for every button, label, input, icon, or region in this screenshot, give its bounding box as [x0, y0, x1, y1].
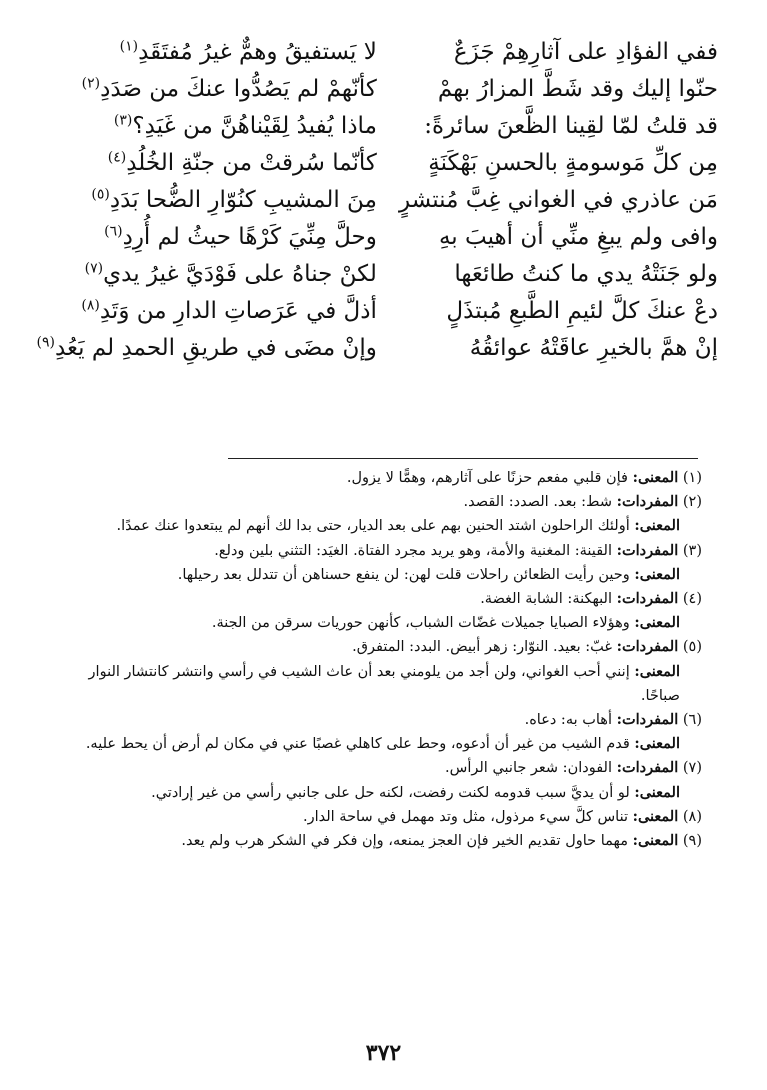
verse-first-hemistich: إنْ همَّ بالخيرِ عاقَتْهُ عوائقُهُ: [469, 335, 718, 361]
footnote-text: شط: بعد. الصدد: القصد.: [463, 494, 612, 511]
footnote-marker: (٩): [36, 334, 55, 351]
footnote-label: المفردات:: [616, 541, 679, 559]
verse-first-hemistich: مِن كلِّ مَوسومةٍ بالحسنِ بَهْكَنَةٍ: [428, 150, 718, 176]
verse: [62, 145, 718, 182]
footnote-line: [62, 660, 702, 708]
footnote-label: المعنى:: [634, 735, 680, 753]
footnote-text: مهما حاول تقديم الخير فإن العجز يمنعه، وإن فكر في الشكر هرب ولم يعد.: [181, 833, 628, 850]
verse: [62, 34, 718, 71]
footnote-number: (٥): [682, 639, 702, 656]
footnote-text: وهؤلاء الصبايا جميلات غضّات الشباب، كأنهن حوريات سرقن من الجنة.: [211, 615, 630, 632]
verse-second-text: لكنْ جناهُ على فَوْدَيَّ غيرُ يدي: [103, 261, 377, 287]
footnote-number: (٣): [682, 542, 702, 559]
verse-second-text: كأنّهمْ لم يَصُدُّوا عنكَ من صَدَدِ: [100, 76, 377, 102]
verse: [36, 330, 718, 367]
verse-second-hemistich: [36, 330, 377, 367]
verse: [62, 71, 718, 108]
footnote-text: القينة: المغنية والأمة، وهو يريد مجرد الفتاة. الغيَد: التثني بلين ودلع.: [214, 542, 612, 559]
footnote-text: وحين رأيت الظعائن راحلات قلت لهن: لن ينفع حسناهن أن تتدلل بعد رحيلها.: [177, 566, 630, 583]
footnote-line: [62, 781, 702, 805]
footnote-line: [62, 756, 702, 780]
verse-second-text: وإنْ مضَى في طريقِ الحمدِ لم يَعُدِ: [54, 335, 377, 361]
page-number: ٣٧٢: [365, 1040, 402, 1066]
footnote-label: المفردات:: [616, 590, 679, 608]
verse: [62, 256, 718, 293]
verse: [62, 108, 718, 145]
verse-first-hemistich: ولو جَنَتْهُ يدي ما كنتُ طائعَها: [454, 261, 718, 287]
footnote: [62, 490, 702, 538]
footnote-text: قدم الشيب من غير أن أدعوه، وحط على كاهلي غصبًا عني في مكان لم أرض أن يحط عليه.: [85, 736, 630, 753]
footnote-separator: [228, 458, 698, 459]
footnote-number: (٢): [682, 494, 702, 511]
verse-second-text: كأنّما سُرقتْ من جنّةِ الخُلُدِ: [126, 150, 377, 176]
verse-second-hemistich: [62, 71, 377, 108]
verse-second-hemistich: [62, 145, 377, 182]
verse-second-hemistich: [62, 182, 377, 219]
footnote-label: المفردات:: [616, 493, 679, 511]
footnote-text: تناس كلَّ سيء مرذول، مثل وتد مهمل في ساحة الدار.: [303, 808, 628, 825]
verse: [62, 293, 718, 330]
verse-second-hemistich: [62, 108, 377, 145]
footnote-text: أهاب به: دعاه.: [524, 712, 612, 729]
verse: [62, 182, 718, 219]
footnote-marker: (٤): [107, 149, 127, 166]
footnote-label: المعنى:: [632, 832, 679, 850]
footnote-label: المعنى:: [634, 614, 680, 632]
footnote-marker: (٧): [84, 260, 104, 277]
footnote-line: [62, 805, 702, 829]
verse-second-text: لا يَستفيقُ وهمٌّ غيرُ مُفتَقَدِ: [138, 39, 377, 65]
footnote-text: البهكنة: الشابة الغضة.: [480, 591, 612, 608]
verse-second-text: أذلَّ في عَرَصاتِ الدارِ من وَتَدِ: [99, 298, 377, 324]
footnote-text: فإن قلبي مفعم حزنًا على آثارهم، وهمًّا لا يزول.: [346, 470, 628, 486]
verse-second-hemistich: [62, 34, 377, 71]
footnote-line: [62, 490, 702, 514]
footnote-number: (٦): [682, 712, 702, 729]
footnote-number: (١): [682, 470, 702, 486]
footnote-label: المعنى:: [634, 783, 680, 801]
footnote-line: [62, 829, 702, 853]
verse-first-hemistich: مَن عاذري في الغواني غِبَّ مُنتشرٍ: [399, 187, 718, 213]
footnote: [62, 756, 702, 804]
footnote-marker: (٥): [91, 186, 110, 203]
verse-second-hemistich: [62, 219, 377, 256]
footnote-label: المعنى:: [634, 517, 680, 535]
footnote-text: غبّ: بعيد. النوّار: زهر أبيض. البدد: المتفرق.: [352, 639, 612, 656]
footnote-marker: (٦): [104, 223, 123, 240]
footnote-line: [62, 563, 702, 587]
footnote-line: [62, 514, 702, 538]
footnote-label: المعنى:: [634, 662, 680, 680]
footnote-line: [62, 611, 702, 635]
footnote: [62, 635, 702, 708]
verse-first-hemistich: حنّوا إليك وقد شَطَّ المزارُ بهمْ: [437, 76, 718, 102]
footnote: [62, 829, 702, 853]
verse-first-hemistich: وافى ولم يبغِ منِّي أن أهيبَ بهِ: [438, 224, 718, 250]
verse-second-hemistich: [62, 293, 377, 330]
verse-first-hemistich: ففي الفؤادِ على آثارِهِمْ جَزَعٌ: [453, 39, 718, 65]
footnote-label: المعنى:: [632, 807, 679, 825]
footnote-label: المعنى:: [634, 565, 680, 583]
footnote-number: (٨): [682, 808, 702, 825]
verse-first-hemistich: دعْ عنكَ كلَّ لئيمِ الطَّبعِ مُبتذَلٍ: [446, 298, 718, 324]
footnote-text: إنني أحب الغواني، ولن أجد من يلومني بعد أن عاث الشيب في رأسي وانتشر كانتشار النوار صباحًا.: [88, 663, 680, 704]
footnote-label: المعنى:: [632, 469, 679, 486]
footnote-label: المفردات:: [616, 638, 679, 656]
footnote-marker: (٣): [113, 112, 133, 129]
verse-second-text: ماذا يُفيدُ لِقَيْناهُنَّ من غَيَدِ؟: [132, 113, 377, 139]
footnote-number: (٧): [682, 760, 702, 777]
footnote: [62, 708, 702, 756]
footnote-text: أولئك الراحلون اشتد الحنين بهم على بعد الديار، حتى بدا لك أنهم لم يبتعدوا عنك عمدًا.: [116, 518, 630, 535]
verse: [62, 219, 718, 256]
verse-second-hemistich: [62, 256, 377, 293]
footnote-text: لو أن يديَّ سبب قدومه لكنت رفضت، لكنه حل على جانبي رأسي من غير إرادتي.: [151, 784, 630, 801]
footnote-number: (٩): [682, 833, 702, 850]
footnote: [62, 805, 702, 829]
poem: [36, 34, 718, 367]
footnote-line: [62, 587, 702, 611]
footnote-label: المفردات:: [616, 711, 679, 729]
footnote-label: المفردات:: [616, 759, 679, 777]
verse-second-text: وحلَّ مِنِّيَ كَرْهًا حيثُ لم أُرِدِ: [122, 224, 377, 250]
footnote: [62, 587, 702, 635]
verse-second-text: مِنَ المشيبِ كنُوّارِ الضُّحا بَدَدِ: [109, 187, 377, 213]
footnote-line: [62, 539, 702, 563]
footnote: [62, 466, 702, 490]
footnote-line: [62, 732, 702, 756]
footnotes: [62, 466, 702, 853]
verse-first-hemistich: قد قلتُ لمّا لقِينا الظَّعنَ سائرةً:: [424, 113, 718, 139]
footnote-line: [62, 635, 702, 659]
footnote-line: [62, 466, 702, 490]
footnote-marker: (٨): [81, 297, 100, 314]
footnote-marker: (١): [119, 38, 139, 55]
footnote-marker: (٢): [81, 75, 101, 92]
footnote-text: الفودان: شعر جانبي الرأس.: [445, 760, 612, 777]
footnote: [62, 539, 702, 587]
footnote-line: [62, 708, 702, 732]
footnote-number: (٤): [682, 591, 702, 608]
